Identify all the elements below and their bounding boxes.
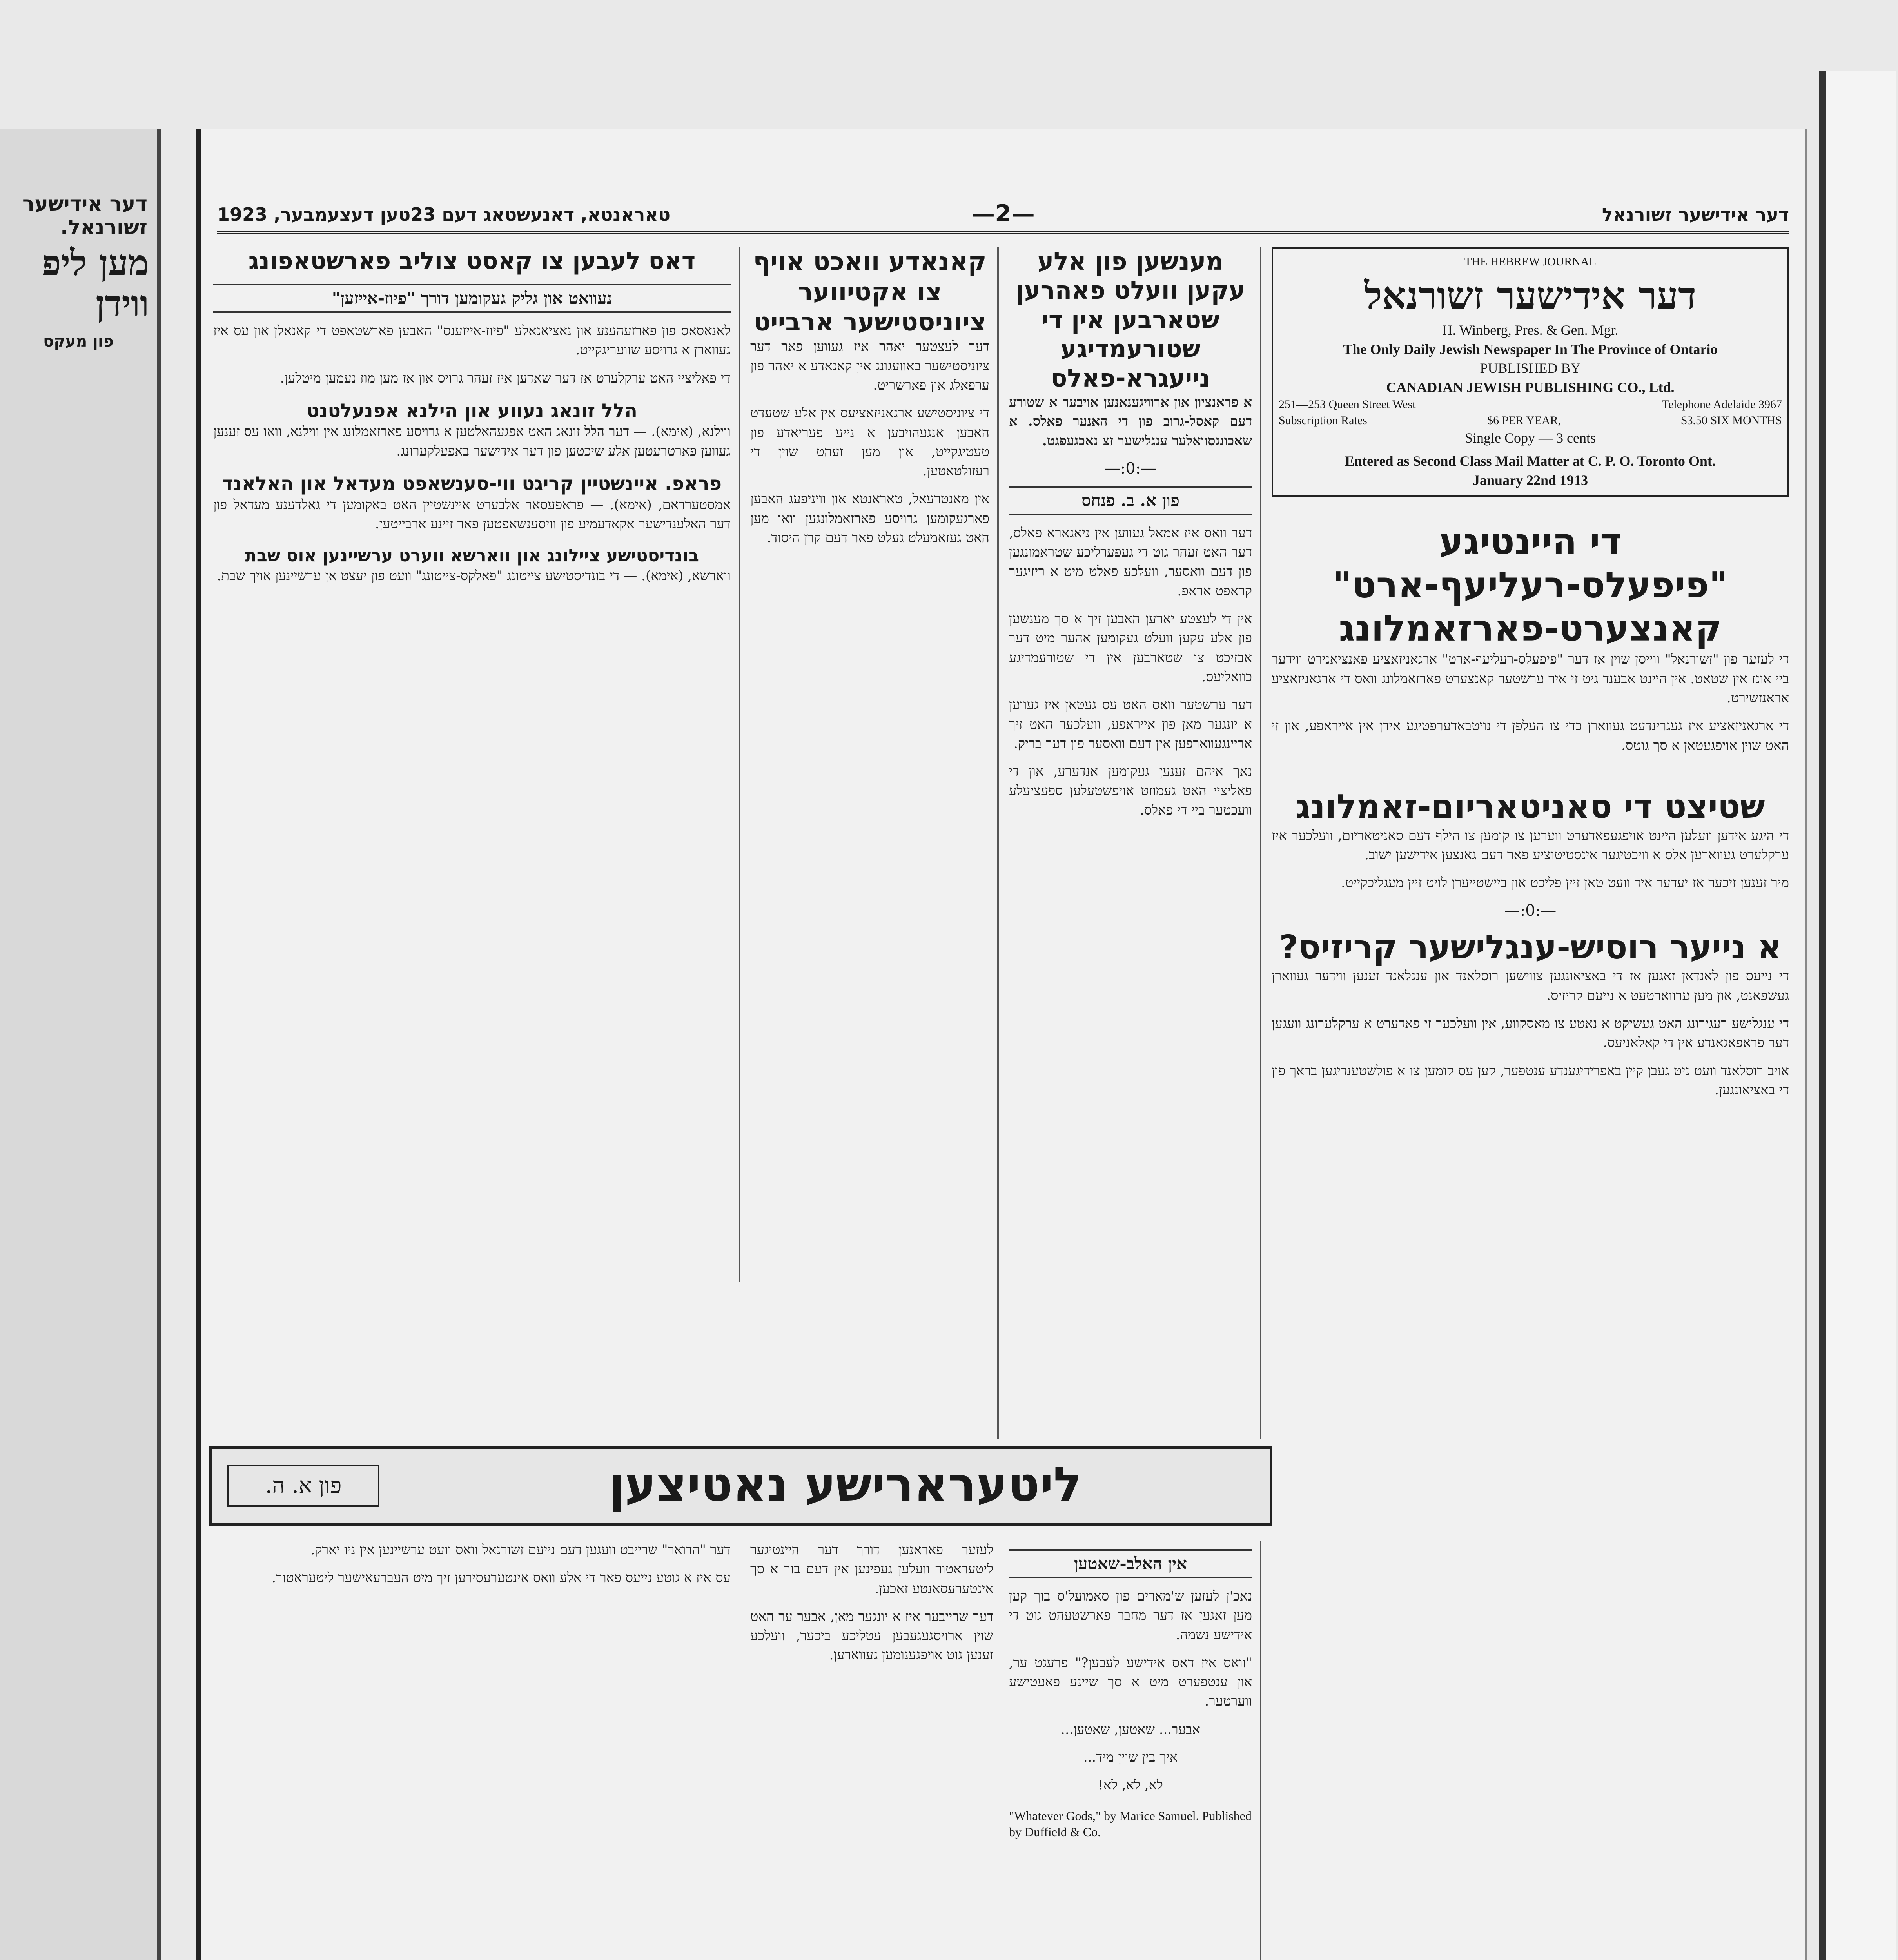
tagline: The Only Daily Jewish Newspaper In The Province of Ontario — [1343, 341, 1718, 357]
article-paragraph: ווארשא, (אימא). — די בונדיסטישע צייטונג "פאלקס-צייטונג" וועט פון יעצט אן ערשיינען אויך שבת. — [217, 568, 731, 584]
article-deck: נעוואט און גליק געקומען דורך "פיוז-אייזען" — [213, 284, 731, 313]
article-paragraph: אין די לעצטע יארען האבען זיך א סך מענשען פון אלע עקען וועלט געקומען אהער מיט דער אבזיכט צו שטארבען אין די שטורעמדיגע כוואליעס. — [1009, 611, 1252, 685]
literary-column-c — [213, 1541, 731, 1960]
byline: פון א. ב. פנחס — [1009, 486, 1252, 515]
masthead — [1272, 247, 1789, 497]
previous-page-edge — [0, 129, 161, 1960]
yiddish-nameplate: דער אידישער זשורנאל — [1364, 273, 1697, 318]
literary-paragraph: נאכ'ן לעזען ש'מארים פון סאמועל'ס בוך קען מען זאגען אז דער מחבר פארשטעהט גוט די אידישע נשמה. — [1009, 1588, 1252, 1643]
article-paragraph: די נייעס פון לאנדאן זאגען אז די באציאונגען צווישען רוסלאנד און ענגלאנד זענען ווידער געווארן געשפאנט, און מען ערווארטעט א נייעם קריזיס. — [1272, 968, 1789, 1004]
article-paragraph: דער וואס איז אמאל געווען אין ניאגארא פאלס, דער האט זעהר גוט די געפערליכע שטראמונגען פון דעם וואסער, וועלכע פאלט מיט א ריזיגער קראפט אראפ. — [1009, 525, 1252, 599]
article-paragraph: דער לעצטער יאהר איז געווען פאר דער ציוניסטישער באוועגונג אין קאנאדע א יאהר פון ערפאלג און פארשריט. — [750, 339, 989, 393]
published-by-label: PUBLISHED BY — [1480, 360, 1581, 376]
headline-bundist: בונדיסטישע ציילונג און ווארשא ווערט ערשיינען אוס שבת — [245, 546, 699, 566]
book-credit: "Whatever Gods," by Marice Samuel. Published by Duffield & Co. — [1009, 1808, 1252, 1839]
newspaper-page — [196, 129, 1807, 1960]
article-paragraph: די ציוניסטישע ארגאניזאציעס אין אלע שטעדט האבען אנגעהויבען א נייע פעריאדע פון טעטיגקייט, און מען זעהט שוין די רעזולטאטען. — [750, 405, 989, 479]
literary-paragraph: לעזער פאראנען דורך דער היינטיגער ליטעראטור וועלען געפינען אין דעם בוך א סך אינטערעסאנטע זאכען. — [750, 1542, 993, 1597]
rates-row — [1279, 413, 1782, 429]
poem-line: אבער... שאטען, שאטען... — [1061, 1721, 1200, 1737]
address: 251—253 Queen Street West — [1279, 398, 1416, 411]
column-right — [1272, 247, 1789, 1960]
column-rule — [739, 247, 740, 1282]
previous-page-headline-line1: מען ליפ — [42, 242, 149, 284]
article-paragraph: די היגע אידען וועלען היינט אויפגעפאדערט ווערען צו קומען צו הילף דעם סאניטאריום, וועלכער איז ערקלערט געווארען אלס א וויכטיגער אינסטיטוציע פאר דעם גאנצען אידישען ישוב. — [1272, 828, 1789, 863]
article-paragraph: אמסטערדאם, (אימא). — פראפעסאר אלבערט איינשטיין האט באקומען די גאלדענע מעדאל פון דער האלענדישער אקאדעמיע פון וויסענשאפטען פאר זיינע ארבייטען. — [213, 497, 731, 532]
literary-paragraph: דער שרייבער איז א יונגער מאן, אבער ער האט שוין ארויסגעגעבען עטליכע ביכער, וועלכע זענען גוט אויפגענומען געווארען. — [750, 1608, 993, 1663]
column-zionist — [750, 247, 989, 1423]
address-row — [1279, 397, 1782, 413]
headline-einstein: פראפ. איינשטיין קריגט ווי-סענשאפט מעדאל און האלאנד — [222, 473, 722, 495]
article-paragraph: מיר זענען זיכער אז יעדער איד וועט טאן זיין פליכט און ביישטייערן לויט זיין מעגליכקייט. — [1341, 875, 1789, 891]
headline-zionist: קאנאדע וואכט אויף צו אקטיווער ציוניסטישער ארבייט — [753, 247, 987, 337]
article-paragraph: ווילנא, (אימא). — דער הלל זונאג האט אפגעהאלטען א גרויסע פארזאמלונג אין ווילנא, וואו עס זענען געווען פארטרעטען אלע שיכטען פון דער אידישער באפעלקערונג. — [213, 424, 731, 459]
previous-page-headline-line2: ווידן — [96, 283, 149, 325]
entered-line: Entered as Second Class Mail Matter at C. P. O. Toronto Ont. — [1345, 453, 1716, 469]
literary-paragraph: "וואס איז דאס אידישע לעבען?" פרעגט ער, און ענטפערט מיט א סך שיינע פאעטישע ווערטער. — [1009, 1655, 1252, 1710]
headline-vilna: הלל זונאג נעווע און הילנא אפנעלטנט — [306, 399, 638, 422]
previous-page-masthead: דער אידישער זשורנאל. — [22, 192, 147, 239]
article-paragraph: אין מאנטרעאל, טאראנטא און וויניפעג האבען פארגעקומען גרויסע פארזאמלונגען וואו מען האט געזאמעלט געלט פאר דעם קרן היסוד. — [750, 491, 989, 546]
binding-strip — [1819, 71, 1896, 1960]
poem-line: לא, לא, לא! — [1098, 1777, 1163, 1793]
previous-page-byline: פון מעקס — [43, 332, 114, 350]
literary-column-b — [750, 1541, 993, 1960]
article-paragraph: די פאליציי האט ערקלערט אז דער שאדען איז זעהר גרויס און אז מען מוז נעמען מיטלען. — [280, 370, 731, 386]
headline-niagara: מענשען פון אלע עקען וועלט פאהרען שטארבען אין די שטורעמדיגע נייעגרא-פאלס — [1016, 247, 1245, 392]
headline-concert: די היינטיגע "פיפעלס-רעליעף-ארט" קאנצערט-פארזאמלונג — [1333, 521, 1728, 650]
subscription-label: Subscription Rates — [1279, 414, 1367, 427]
headline-sanitarium: שטיצט די סאניטאריום-זאמלונג — [1296, 787, 1765, 826]
headline-life-cost: דאס לעבען צו קאסט צוליב פארשטאפונג — [248, 247, 696, 275]
column-rule — [1260, 1541, 1261, 1960]
article-paragraph: לאנאסאס פון פארזעהענע און נאציאנאלע "פיוז-אייזענס" האבען פארשטאפט די קאנאלן און עס איז געווארן א גרויסע שוועריגקייט. — [213, 323, 731, 358]
headline-crisis: א נייער רוסיש-ענגלישער קריזיס? — [1279, 927, 1782, 966]
poem-line: איך בין שוין מיד... — [1083, 1749, 1178, 1766]
english-nameplate: THE HEBREW JOURNAL — [1464, 255, 1597, 268]
article-paragraph: די ענגלישע רעגירונג האט געשיקט א נאטע צו מאסקווע, אין וועלכער זי פאדערט א ערקלערונג וועגען דער פראפאגאנדע אין די קאלאניעס. — [1272, 1015, 1789, 1051]
literary-subheading: אין האלב-שאטען — [1009, 1549, 1252, 1578]
manager-line: H. Winberg, Pres. & Gen. Mgr. — [1442, 322, 1619, 338]
article-paragraph: אויב רוסלאנד וועט ניט געבן קיין באפרידיגענדע ענטפער, קען עס קומען צו א פולשטענדיגען בראך פון די באציאונגען. — [1272, 1063, 1789, 1098]
literary-notes-title: ליטערארישע נאטיצען — [608, 1457, 1082, 1512]
article-paragraph: דער ערשטער וואס האט עס געטאן איז געווען א יונגער מאן פון אייראפע, וועלכער האט זיך אריינגעווארפען אין דעם וואסער פון דער בריק. — [1009, 697, 1252, 751]
article-paragraph: די לעזער פון "זשורנאל" ווייסן שוין אז דער "פיפעלס-רעליעף-ארט" ארגאניזאציע פאנציאנירט ווידער ביי אונז אין שטאט. אין היינט אבענד גיט זי איר ערשטער קאנצערט פארזאמלונג וואס די ארגאניזאציע אראנזשירט. — [1272, 652, 1789, 706]
article-deck: א פראנציון און ארוויגענאנען אויבער א שטורע דעם קאסל-גרוב פון די האנער פאלס. א שאכונגסוואלער ענגלישער זצ נאכגעפגט. — [1009, 394, 1252, 449]
literary-paragraph: עס איז א גוטע נייעס פאר די אלע וואס אינטערעסירען זיך מיט העברעאישער ליטעראטור. — [272, 1570, 731, 1586]
literary-paragraph: דער "הדואר" שרייבט וועגען דעם נייעם זשורנאל וואס וועט ערשיינען אין ניו יארק. — [310, 1542, 731, 1558]
single-copy: Single Copy — 3 cents — [1465, 430, 1596, 446]
page-dateline: טאראנטא, דאנעשטאג דעם 23טען דעצעמבער, 1923 — [217, 204, 671, 225]
column-left — [213, 247, 731, 1423]
publisher: CANADIAN JEWISH PUBLISHING CO., Ltd. — [1386, 379, 1675, 395]
literary-notes-banner — [209, 1446, 1272, 1526]
section-divider: —:0:— — [1104, 459, 1157, 477]
column-rule — [1260, 247, 1261, 1439]
literary-notes-byline: פון א. ה. — [227, 1465, 379, 1507]
rate-six-months: $3.50 SIX MONTHS — [1681, 414, 1782, 427]
column-rule — [997, 247, 999, 1439]
telephone: Telephone Adelaide 3967 — [1662, 398, 1782, 411]
page-header — [217, 200, 1789, 234]
article-paragraph: די ארגאניזאציע איז געגרינדעט געווארן כדי צו העלפן די נויטבאדערפטיגע אידן אין אייראפע, און זי האט שוין אויפגעטאן א סך גוטס. — [1272, 718, 1789, 753]
section-divider: —:0:— — [1504, 901, 1557, 920]
running-title: דער אידישער זשורנאל — [1602, 204, 1789, 225]
article-paragraph: נאך איהם זענען געקומען אנדערע, און די פאליציי האט געמוזט אויפשטעלען ספעציעלע וועכטער ביי די פאלס. — [1009, 764, 1252, 818]
literary-column-a — [1009, 1541, 1252, 1960]
rate-year: $6 PER YEAR, — [1487, 414, 1561, 427]
entered-date: January 22nd 1913 — [1472, 472, 1588, 488]
page-number: —2— — [971, 200, 1035, 227]
previous-page-headline — [0, 239, 157, 324]
